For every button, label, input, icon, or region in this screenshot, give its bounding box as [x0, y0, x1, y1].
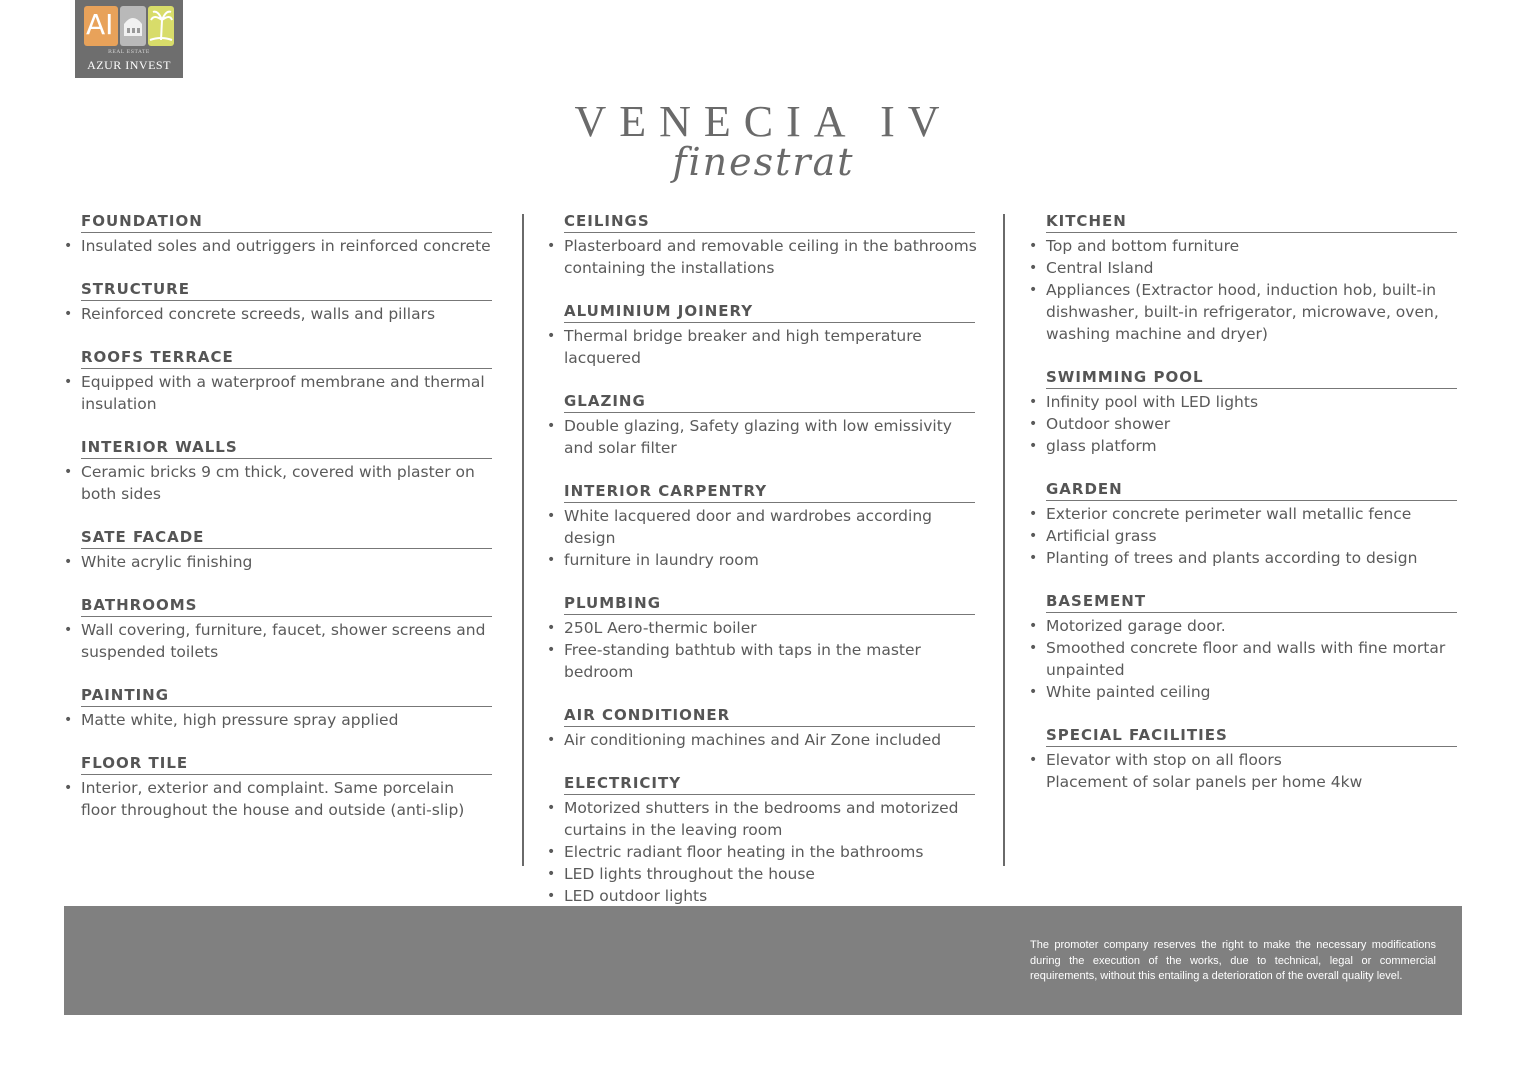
spec-section [64, 684, 494, 731]
spec-list [1029, 615, 1459, 703]
spec-list [547, 325, 977, 369]
section-heading: BASEMENT [1046, 590, 1457, 613]
spec-section [1029, 210, 1459, 345]
spec-item: • Wall covering, furniture, faucet, shower screens and suspended toilets [64, 619, 494, 663]
spec-column-3 [1029, 210, 1459, 814]
section-heading: STRUCTURE [81, 278, 492, 301]
spec-item: • Infinity pool with LED lights [1029, 391, 1459, 413]
spec-item: • Insulated soles and outriggers in reinforced concrete [64, 235, 494, 257]
spec-section [547, 592, 977, 683]
spec-item: • LED lights throughout the house [547, 863, 977, 885]
spec-section [64, 594, 494, 663]
spec-item: • Double glazing, Safety glazing with low emissivity and solar filter [547, 415, 977, 459]
spec-item: • 250L Aero-thermic boiler [547, 617, 977, 639]
spec-item: • Motorized garage door. [1029, 615, 1459, 637]
spec-list [1029, 749, 1459, 793]
spec-section [1029, 590, 1459, 703]
section-heading: PAINTING [81, 684, 492, 707]
spec-section [64, 436, 494, 505]
spec-item: • White lacquered door and wardrobes according design [547, 505, 977, 549]
spec-item: • furniture in laundry room [547, 549, 977, 571]
spec-item: • Free-standing bathtub with taps in the master bedroom [547, 639, 977, 683]
spec-item: • White acrylic finishing [64, 551, 494, 573]
section-heading: KITCHEN [1046, 210, 1457, 233]
spec-list [64, 709, 494, 731]
section-heading: BATHROOMS [81, 594, 492, 617]
section-heading: GLAZING [564, 390, 975, 413]
section-heading: PLUMBING [564, 592, 975, 615]
spec-section [64, 752, 494, 821]
spec-list [64, 551, 494, 573]
spec-item: • Outdoor shower [1029, 413, 1459, 435]
section-heading: INTERIOR CARPENTRY [564, 480, 975, 503]
spec-section [547, 300, 977, 369]
spec-item: • Motorized shutters in the bedrooms and motorized curtains in the leaving room [547, 797, 977, 841]
spec-item: • Elevator with stop on all floors [1029, 749, 1459, 771]
section-heading: SPECIAL FACILITIES [1046, 724, 1457, 747]
spec-item: • Appliances (Extractor hood, induction hob, built-in dishwasher, built-in refrigerator, microwave, oven, washing machine and dryer) [1029, 279, 1459, 345]
spec-column-1 [64, 210, 494, 842]
spec-section [1029, 478, 1459, 569]
spec-section [64, 526, 494, 573]
section-heading: ELECTRICITY [564, 772, 975, 795]
spec-item: • White painted ceiling [1029, 681, 1459, 703]
spec-list [64, 619, 494, 663]
spec-section [547, 772, 977, 907]
logo-tile-ai [84, 6, 118, 46]
spec-item: • Air conditioning machines and Air Zone included [547, 729, 977, 751]
spec-section [64, 210, 494, 257]
spec-list [547, 797, 977, 907]
spec-item: • Smoothed concrete floor and walls with fine mortar unpainted [1029, 637, 1459, 681]
spec-list [547, 617, 977, 683]
column-divider [522, 214, 524, 866]
spec-item: • Reinforced concrete screeds, walls and pillars [64, 303, 494, 325]
spec-section [1029, 366, 1459, 457]
spec-section [547, 210, 977, 279]
spec-item: • Equipped with a waterproof membrane and thermal insulation [64, 371, 494, 415]
spec-item: • Plasterboard and removable ceiling in the bathrooms containing the installations [547, 235, 977, 279]
spec-list [64, 461, 494, 505]
company-logo [75, 0, 183, 78]
spec-section [64, 278, 494, 325]
spec-item: • Matte white, high pressure spray applied [64, 709, 494, 731]
spec-item: • Thermal bridge breaker and high temperature lacquered [547, 325, 977, 369]
section-heading: FOUNDATION [81, 210, 492, 233]
spec-item: • Artificial grass [1029, 525, 1459, 547]
footer-band [64, 906, 1462, 1015]
spec-item: • Central Island [1029, 257, 1459, 279]
spec-list [1029, 235, 1459, 345]
logo-tiles [84, 6, 176, 46]
spec-item-extra: Placement of solar panels per home 4kw [1046, 773, 1363, 791]
page-title: VENECIA IV [574, 97, 953, 146]
spec-section [547, 704, 977, 751]
spec-item: • LED outdoor lights [547, 885, 977, 907]
section-heading: SWIMMING POOL [1046, 366, 1457, 389]
logo-tile-building-icon [120, 6, 146, 46]
spec-item: • Interior, exterior and complaint. Same porcelain floor throughout the house and outside (anti-slip) [64, 777, 494, 821]
spec-list [64, 235, 494, 257]
spec-list [64, 303, 494, 325]
section-heading: CEILINGS [564, 210, 975, 233]
spec-list [547, 415, 977, 459]
spec-section [64, 346, 494, 415]
logo-mark: AI [86, 8, 114, 41]
column-divider [1003, 214, 1005, 866]
spec-item: • Ceramic bricks 9 cm thick, covered with plaster on both sides [64, 461, 494, 505]
spec-list [547, 729, 977, 751]
footer-disclaimer: The promoter company reserves the right to make the necessary modifications during the execution of the works, due to technical, legal or commercial requirements, without this entailing a deterioration of the overall quality level. [1030, 939, 1436, 982]
spec-item: • glass platform [1029, 435, 1459, 457]
spec-item: • Electric radiant floor heating in the bathrooms [547, 841, 977, 863]
section-heading: SATE FACADE [81, 526, 492, 549]
spec-list [64, 371, 494, 415]
spec-section [547, 480, 977, 571]
logo-tile-palm-icon [148, 6, 174, 46]
section-heading: GARDEN [1046, 478, 1457, 501]
spec-list [547, 235, 977, 279]
spec-section [1029, 724, 1459, 793]
spec-item: • Exterior concrete perimeter wall metallic fence [1029, 503, 1459, 525]
logo-subtitle: REAL ESTATE [108, 49, 150, 55]
spec-list [1029, 503, 1459, 569]
section-heading: ROOFS TERRACE [81, 346, 492, 369]
spec-item: • Planting of trees and plants according to design [1029, 547, 1459, 569]
logo-brand: AZUR INVEST [87, 58, 171, 72]
section-heading: AIR CONDITIONER [564, 704, 975, 727]
spec-section [547, 390, 977, 459]
spec-list [64, 777, 494, 821]
section-heading: INTERIOR WALLS [81, 436, 492, 459]
page-subtitle: finestrat [672, 140, 855, 184]
spec-column-2 [547, 210, 977, 928]
section-heading: FLOOR TILE [81, 752, 492, 775]
spec-item: • Top and bottom furniture [1029, 235, 1459, 257]
spec-list [1029, 391, 1459, 457]
section-heading: ALUMINIUM JOINERY [564, 300, 975, 323]
spec-list [547, 505, 977, 571]
